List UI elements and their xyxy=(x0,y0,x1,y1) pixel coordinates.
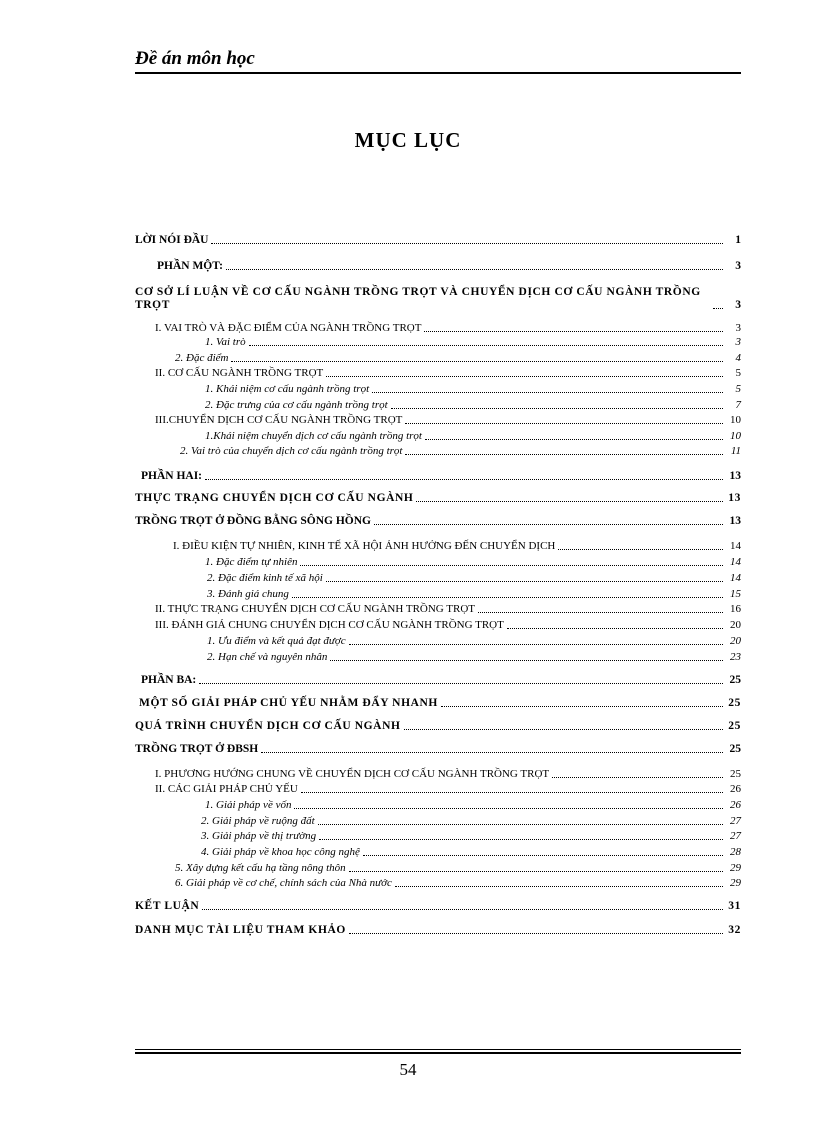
toc-leader xyxy=(199,683,723,684)
toc-entry[interactable] xyxy=(135,556,741,569)
header-title: Đề án môn học xyxy=(135,48,255,69)
toc-entry-text: 2. Giải pháp về ruộng đất xyxy=(201,815,315,827)
toc-leader xyxy=(294,808,723,809)
toc-entry-page: 20 xyxy=(730,619,741,631)
toc-entry-text: 1. Ưu điểm và kết quả đạt được xyxy=(207,635,346,647)
toc-entry-page: 14 xyxy=(730,540,741,552)
toc-entry-text: I. VAI TRÒ VÀ ĐẶC ĐIỂM CỦA NGÀNH TRỒNG TRỌT xyxy=(155,322,422,334)
toc-leader xyxy=(404,729,723,730)
toc-leader xyxy=(205,479,723,480)
toc-leader xyxy=(249,345,723,346)
toc-leader xyxy=(349,644,723,645)
toc-entry-text: 2. Đặc điểm kinh tế xã hội xyxy=(207,572,323,584)
toc-entry-text: 4. Giải pháp về khoa học công nghệ xyxy=(201,846,360,858)
toc-entry-text: PHẦN MỘT: xyxy=(157,260,223,272)
toc-entry[interactable] xyxy=(135,862,741,875)
toc-entry-page: 25 xyxy=(728,720,741,732)
toc-entry-text: III.CHUYỂN DỊCH CƠ CẤU NGÀNH TRỒNG TRỌT xyxy=(155,414,403,426)
toc-leader xyxy=(292,597,723,598)
toc-entry[interactable] xyxy=(135,572,741,585)
toc-entry-text: TRỒNG TRỌT Ở ĐỒNG BẰNG SÔNG HỒNG xyxy=(135,515,371,527)
toc-leader xyxy=(211,243,723,244)
footer-rule xyxy=(135,1049,741,1050)
toc-entry[interactable] xyxy=(135,445,741,458)
toc-entry-page: 31 xyxy=(728,900,741,912)
toc-entry[interactable] xyxy=(135,322,741,335)
toc-entry[interactable] xyxy=(135,783,741,796)
toc-entry[interactable] xyxy=(135,635,741,648)
toc-entry[interactable] xyxy=(135,234,741,247)
toc-entry[interactable] xyxy=(135,515,741,528)
toc-leader xyxy=(326,581,723,582)
toc-leader xyxy=(318,824,723,825)
page-number: 54 xyxy=(399,1060,417,1079)
toc-entry-text: KẾT LUẬN xyxy=(135,900,200,912)
toc-entry-page: 29 xyxy=(730,862,741,874)
toc-entry-text: QUÁ TRÌNH CHUYỂN DỊCH CƠ CẤU NGÀNH xyxy=(135,720,401,732)
toc-entry-page: 4 xyxy=(735,352,741,364)
toc-leader xyxy=(300,565,723,566)
toc-entry-text: CƠ SỞ LÍ LUẬN VỀ CƠ CẤU NGÀNH TRỒNG TRỌT VÀ CHUYỂN DỊCH CƠ CẤU NGÀNH TRỒNG TRỌT xyxy=(135,286,701,311)
toc-entry[interactable] xyxy=(135,743,741,756)
toc-entry-text: 1. Giải pháp về vốn xyxy=(205,799,292,811)
toc-entry-text: II. CƠ CẤU NGÀNH TRỒNG TRỌT xyxy=(155,367,324,379)
toc-entry-text: LỜI NÓI ĐẦU xyxy=(135,234,209,246)
toc-entry-text: I. ĐIỀU KIỆN TỰ NHIÊN, KINH TẾ XÃ HỘI ẢNH HƯỞNG ĐẾN CHUYỂN DỊCH xyxy=(173,540,556,552)
toc-leader xyxy=(713,308,723,309)
toc-entry-page: 5 xyxy=(735,383,741,395)
toc-entry[interactable] xyxy=(135,430,741,443)
toc-entry-text: 1. Vai trò xyxy=(205,336,246,348)
toc-entry-page: 3 xyxy=(735,260,741,272)
toc-entry-text: 3. Đánh giá chung xyxy=(207,588,289,600)
toc-entry[interactable] xyxy=(135,674,741,687)
toc-entry-text: 2. Vai trò của chuyển dịch cơ cấu ngành trồng trọt xyxy=(180,445,403,457)
toc-leader xyxy=(226,269,723,270)
toc-entry[interactable] xyxy=(135,651,741,664)
toc-entry-page: 3 xyxy=(735,322,741,334)
toc-leader xyxy=(326,376,723,377)
toc-entry-text: 1.Khái niệm chuyển dịch cơ cấu ngành trồng trọt xyxy=(205,430,422,442)
toc-entry[interactable] xyxy=(135,383,741,396)
toc-entry-text: THỰC TRẠNG CHUYỂN DỊCH CƠ CẤU NGÀNH xyxy=(135,492,414,504)
toc-entry-text: PHẦN BA: xyxy=(141,674,197,686)
toc-entry-text: II. CÁC GIẢI PHÁP CHỦ YẾU xyxy=(155,783,298,795)
toc-entry-page: 27 xyxy=(730,830,741,842)
toc-entry-page: 10 xyxy=(730,430,741,442)
toc-entry-text: II. THỰC TRẠNG CHUYỂN DỊCH CƠ CẤU NGÀNH TRỒNG TRỌT xyxy=(155,603,476,615)
toc-leader xyxy=(552,777,723,778)
toc-entry-text: TRỒNG TRỌT Ở ĐBSH xyxy=(135,743,259,755)
toc-entry[interactable] xyxy=(135,720,741,733)
toc-entry[interactable] xyxy=(135,470,741,483)
toc-entry[interactable] xyxy=(135,336,741,349)
toc-leader xyxy=(478,612,723,613)
toc-leader xyxy=(405,454,723,455)
toc-entry-text: 2. Đặc trưng của cơ cấu ngành trồng trọt xyxy=(205,399,388,411)
toc-entry-page: 13 xyxy=(729,515,741,527)
toc-entry-page: 23 xyxy=(730,651,741,663)
toc-entry-page: 13 xyxy=(728,492,741,504)
toc-leader xyxy=(425,439,723,440)
toc-leader xyxy=(363,855,723,856)
toc-leader xyxy=(301,792,723,793)
toc-leader xyxy=(330,660,723,661)
toc-entry-text: 1. Đặc điểm tự nhiên xyxy=(205,556,298,568)
toc-leader xyxy=(319,839,723,840)
toc-leader xyxy=(261,752,723,753)
toc-entry-page: 14 xyxy=(730,572,741,584)
toc-entry[interactable] xyxy=(135,815,741,828)
toc-leader xyxy=(202,909,723,910)
toc-entry[interactable] xyxy=(135,799,741,812)
toc-entry-page: 11 xyxy=(730,445,741,457)
toc-entry[interactable] xyxy=(135,877,741,890)
toc-entry-page: 14 xyxy=(730,556,741,568)
toc-entry[interactable] xyxy=(135,414,741,427)
toc-leader xyxy=(507,628,723,629)
toc-leader xyxy=(231,361,723,362)
toc-entry-text: 3. Giải pháp về thị trường xyxy=(201,830,317,842)
toc-entry[interactable] xyxy=(135,603,741,616)
toc-entry-page: 28 xyxy=(730,846,741,858)
toc-entry[interactable] xyxy=(135,830,741,843)
toc-entry[interactable] xyxy=(135,540,741,553)
footer-rule xyxy=(135,1052,741,1054)
toc-entry[interactable] xyxy=(135,367,741,380)
toc-leader xyxy=(558,549,723,550)
toc-entry-text: PHẦN HAI: xyxy=(141,470,203,482)
toc-entry-text: DANH MỤC TÀI LIỆU THAM KHẢO xyxy=(135,924,346,936)
toc-entry-page: 27 xyxy=(730,815,741,827)
toc-entry[interactable] xyxy=(135,900,741,913)
toc-entry-page: 15 xyxy=(730,588,741,600)
toc-entry-text: 2. Đặc điểm xyxy=(175,352,229,364)
toc-entry-page: 25 xyxy=(730,768,741,780)
toc-entry-text: 1. Khái niệm cơ cấu ngành trồng trọt xyxy=(205,383,370,395)
toc-entry-page: 29 xyxy=(730,877,741,889)
toc-entry[interactable] xyxy=(135,846,741,859)
toc-leader xyxy=(349,871,723,872)
toc-entry[interactable] xyxy=(135,619,741,632)
toc-entry[interactable] xyxy=(135,492,741,505)
toc-entry-page: 25 xyxy=(729,743,741,755)
toc-entry[interactable] xyxy=(135,260,741,273)
toc-leader xyxy=(349,933,723,934)
toc-entry-page: 5 xyxy=(735,367,741,379)
toc-entry-page: 20 xyxy=(730,635,741,647)
toc-entry[interactable] xyxy=(135,399,741,412)
toc-entry-page: 3 xyxy=(735,299,741,311)
toc-entry-page: 32 xyxy=(728,924,741,936)
toc-leader xyxy=(374,524,723,525)
toc-entry[interactable] xyxy=(135,697,741,710)
toc-entry[interactable] xyxy=(135,352,741,365)
toc-entry[interactable] xyxy=(135,768,741,781)
toc-entry-text: 6. Giải pháp về cơ chế, chính sách của Nhà nước xyxy=(175,877,392,889)
toc-leader xyxy=(372,392,723,393)
toc-entry[interactable] xyxy=(135,588,741,601)
toc-leader xyxy=(405,423,723,424)
toc-entry[interactable] xyxy=(135,924,741,937)
toc-entry-text: 2. Hạn chế và nguyên nhân xyxy=(207,651,328,663)
toc-leader xyxy=(391,408,723,409)
toc-entry[interactable] xyxy=(135,284,741,312)
toc-entry-page: 26 xyxy=(730,799,741,811)
toc-entry-page: 13 xyxy=(729,470,741,482)
header-rule xyxy=(135,72,741,74)
toc-entry-text: MỘT SỐ GIẢI PHÁP CHỦ YẾU NHẰM ĐẨY NHANH xyxy=(139,697,438,709)
toc-leader xyxy=(441,706,723,707)
toc-leader xyxy=(416,501,723,502)
toc-entry-page: 10 xyxy=(730,414,741,426)
toc-entry-page: 26 xyxy=(730,783,741,795)
toc-entry-text: I. PHƯƠNG HƯỚNG CHUNG VỀ CHUYỂN DỊCH CƠ CẤU NGÀNH TRỒNG TRỌT xyxy=(155,768,550,780)
toc-entry-page: 1 xyxy=(735,234,741,246)
toc-entry-text: III. ĐÁNH GIÁ CHUNG CHUYỂN DỊCH CƠ CẤU NGÀNH TRỒNG TRỌT xyxy=(155,619,504,631)
page-title: MỤC LỤC xyxy=(354,128,462,152)
toc-leader xyxy=(395,886,723,887)
toc-entry-page: 25 xyxy=(728,697,741,709)
toc-entry-page: 16 xyxy=(730,603,741,615)
toc-leader xyxy=(424,331,723,332)
toc-entry-text: 5. Xây dựng kết cấu hạ tầng nông thôn xyxy=(175,862,346,874)
toc-entry-page: 7 xyxy=(735,399,741,411)
toc-entry-page: 25 xyxy=(729,674,741,686)
toc-entry-page: 3 xyxy=(735,336,741,348)
